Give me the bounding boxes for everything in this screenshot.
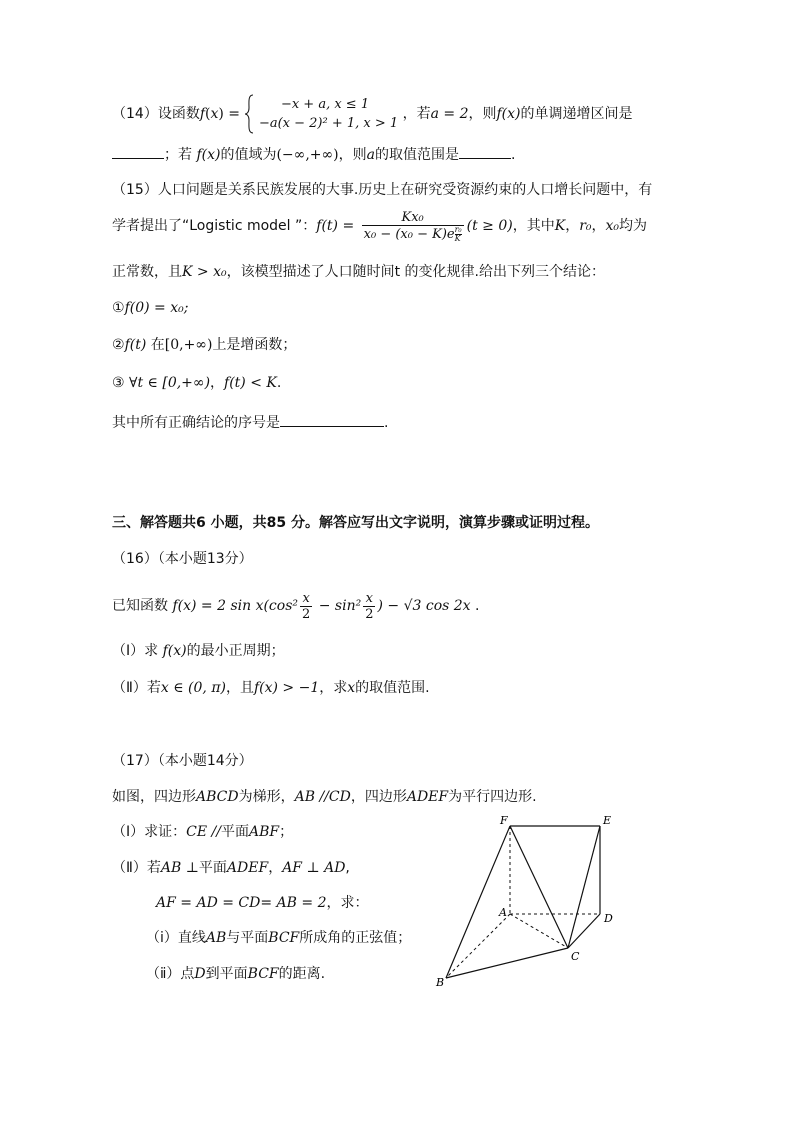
q17-part2 [112,858,350,878]
q17-title: （17）（本小题14分） [112,753,253,769]
text: 所成角的正弦值； [299,930,412,946]
text: 正常数，且 [112,264,182,280]
text: 2 [302,606,311,622]
text: ABCD [196,789,239,805]
text: f(t) < K [224,375,277,391]
text: ，该模型描述了人口随时间t 的变化规律.给出下列三个结论： [226,264,605,280]
q14-line1: （14）设函数f(x) = −x + a, x ≤ 1 −a(x − 2)² + 1, x > 1 ，若a = 2，则f(x)的单调递增区间是 [112,94,633,134]
text: （Ⅰ）求证： [112,824,187,840]
text: ② [112,337,125,353]
text: ∀t ∈ [0,+∞) [129,375,211,391]
answer-blank-2[interactable] [459,143,511,159]
q17-part1 [112,822,293,842]
text: 已知函数 [112,598,168,614]
math-condition: (t ≥ 0) [466,218,513,234]
math-k-gt-x0: K > x₀ [182,264,227,280]
text: f(x) > −1 [253,680,320,696]
vertex-label-d: D [604,912,613,925]
case-1: −x + a, x ≤ 1 [280,97,370,112]
text: ， [565,218,580,234]
text: x₀ − (x₀ − K)e [363,226,455,242]
text: x [365,590,374,606]
text: 均为 [619,218,648,234]
text: （ⅱ）点 [146,966,195,982]
text: 到平面 [205,966,248,982]
q17-sub-ii [146,964,325,984]
text: r₀ [579,218,592,234]
q15-conclusion-2 [112,335,296,355]
logistic-fraction [361,210,465,243]
fraction-numerator: Kx₀ [401,209,424,225]
text: ，求 [319,680,348,696]
q17-intro [112,787,537,807]
text: ，其中 [512,218,555,234]
math-a: a [366,147,375,163]
text: ，且 [225,680,254,696]
text: x [302,590,310,606]
text: [0,+∞) [164,337,213,353]
q16-title: （16）（本小题13分） [112,551,253,567]
text: ① [112,300,125,316]
text: 在 [150,337,165,353]
text: ③ [112,375,125,391]
math-fx: f(x) [496,106,521,122]
text: 的值域为 [220,147,277,163]
vertex-label-e: E [603,814,612,827]
text: 的取值范围是 [375,147,459,163]
vertex-label-b: B [436,976,445,989]
math-a-eq: a = 2 [430,106,469,122]
text: x [347,680,356,696]
edge-ec [568,826,600,948]
text: ADEF [406,789,449,805]
text: 的取值范围. [355,680,430,696]
piecewise-brace [244,94,254,134]
text: , [345,860,350,876]
text: ，则 [468,106,497,122]
q15-ask [112,411,388,433]
math-ft: f(t) = [316,218,355,234]
frac-x-over-2 [300,591,312,622]
text: ABF [248,824,280,840]
text: 如图，四边形 [112,789,196,805]
text: （ⅰ）直线 [146,930,206,946]
answer-blank-1[interactable] [112,143,164,159]
text: CE // [186,824,221,840]
text: f(t) [124,337,147,353]
q15-conclusion-3 [112,373,281,393]
solid-geometry-figure [430,810,630,990]
edge-ab-hidden [446,914,510,978]
text: ，则 [338,147,367,163]
text: − sin² [314,598,362,614]
text: （Ⅱ）若 [112,680,161,696]
q16-given [112,586,479,626]
vertex-label-c: C [571,950,580,963]
exponent-fraction [455,226,462,243]
text: AF = AD = CD= AB = 2 [156,895,327,911]
text: ， [268,860,283,876]
edge-bc [446,948,568,978]
text: BCF [247,966,279,982]
text: BCF [268,930,300,946]
q15-line3 [112,262,605,282]
text: AF ⊥ AD [282,860,346,876]
text: ， [591,218,606,234]
text: 上是增函数； [212,337,297,353]
text: ，求： [326,895,369,911]
text: x ∈ (0, π) [160,680,226,696]
q15-conclusion-1 [112,298,188,318]
text: D [194,966,206,982]
text: 其中所有正确结论的序号是 [112,415,280,431]
text: ) − √3 cos 2x [377,598,471,614]
edge-fb [446,826,510,978]
q16-part2 [112,678,430,698]
text: ， [210,375,225,391]
text: AB //CD [294,789,351,805]
q16-part1 [112,641,285,661]
answer-blank-3[interactable] [280,411,384,427]
text: （Ⅰ）求 [112,643,159,659]
q14-number: （14）设函数 [112,106,200,122]
text: 的距离. [278,966,326,982]
text: 平面 [198,860,227,876]
text: 平面 [220,824,249,840]
text: r₀ [454,224,462,234]
vertex-label-f: F [500,814,508,827]
frac-x-over-2b [363,591,375,622]
text: AB ⊥ [160,860,199,876]
text: ；若 [164,147,192,163]
text: 2 [365,606,374,622]
text: f(x) [162,643,187,659]
edge-fc [510,826,568,948]
q15-line1: （15）人口问题是关系民族发展的大事.历史上在研究受资源约束的人口增长问题中，有 [112,182,653,198]
piecewise-cases [259,95,398,133]
text: f(0) = x₀; [124,300,189,316]
q17-sub-i [146,928,411,948]
text: . [276,375,282,391]
q15-line2 [112,204,647,248]
case-2: −a(x − 2)² + 1, x > 1 [258,116,399,131]
vertex-label-a: A [499,906,507,919]
text: x₀ [605,218,620,234]
text: ADEF [226,860,269,876]
text: ； [279,824,294,840]
text: （Ⅱ）若 [112,860,161,876]
fraction-denominator [362,225,464,243]
math-fx: f(x) [196,147,221,163]
text: K [454,233,461,243]
text: 的最小正周期； [186,643,285,659]
text: ，四边形 [350,789,407,805]
text: . [475,598,480,614]
q17-conditions [156,893,368,913]
text: 的单调递增区间是 [520,106,633,122]
text: AB [205,930,227,946]
text: . [384,415,389,431]
text: 学者提出了“Logistic model ”： [112,218,317,234]
text: f(x) = 2 sin x(cos² [172,598,298,614]
text: 与平面 [226,930,269,946]
math-range: (−∞,+∞) [276,147,339,163]
section-3-heading: 三、解答题共6 小题，共85 分。解答应写出文字说明，演算步骤或证明过程。 [112,515,599,531]
text: K [554,218,566,234]
text: 为梯形， [238,789,295,805]
q14-line2: ；若 f(x)的值域为(−∞,+∞)，则a的取值范围是 . [112,143,515,165]
text: ，若 [402,106,431,122]
text: 为平行四边形. [448,789,537,805]
